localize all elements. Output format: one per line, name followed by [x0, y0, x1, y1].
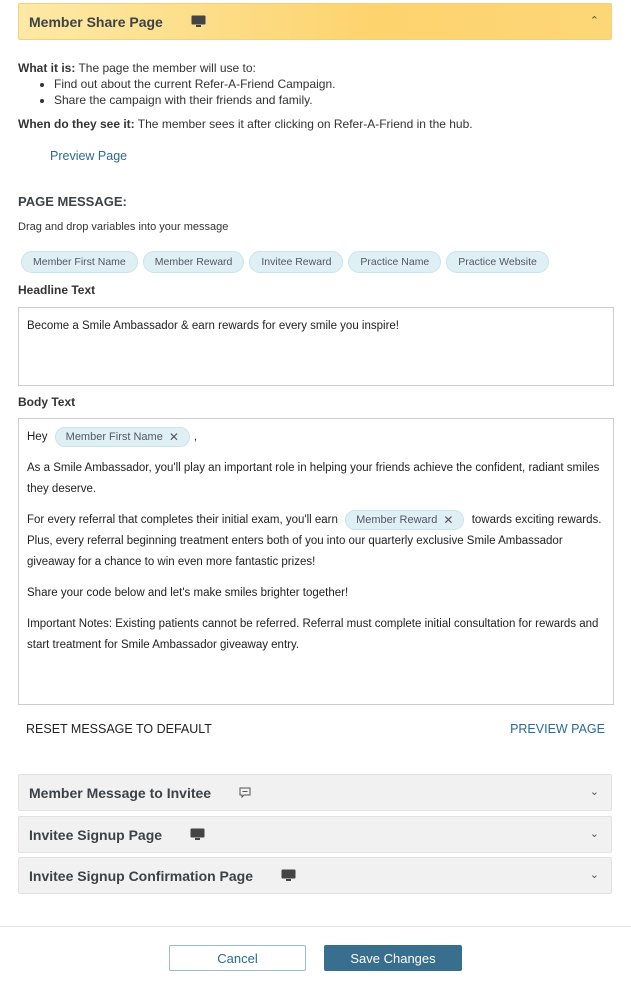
accordion-member-share-page[interactable]: [18, 3, 612, 40]
body-text: towards exciting rewards. Plus, every referral beginning treatment enters both of you into our quarterly exclusive Smile Ambassador giveaway for a chance to win even more fantastic prizes!: [27, 514, 602, 569]
close-icon[interactable]: ✕: [443, 512, 454, 527]
close-icon[interactable]: ✕: [168, 429, 179, 444]
page-message-heading: PAGE MESSAGE:: [18, 194, 127, 209]
chevron-down-icon[interactable]: ⌄: [589, 869, 599, 881]
cancel-button[interactable]: Cancel: [169, 945, 306, 971]
when-label: When do they see it:: [18, 117, 135, 131]
inline-variable-chip[interactable]: [345, 510, 464, 530]
when-see-it: [18, 117, 473, 131]
chevron-down-icon[interactable]: ⌄: [589, 786, 599, 798]
monitor-icon: [191, 15, 206, 28]
footer-divider: [0, 926, 631, 927]
accordion-title: Invitee Signup Confirmation Page: [29, 867, 254, 884]
accordion-invitee-signup[interactable]: [18, 816, 612, 853]
headline-input[interactable]: Become a Smile Ambassador & earn rewards for every smile you inspire!: [18, 307, 614, 386]
drag-hint: Drag and drop variables into your message: [18, 221, 229, 233]
variable-chip[interactable]: Invitee Reward: [249, 251, 343, 273]
body-paragraph: [27, 510, 605, 573]
accordion-title: Invitee Signup Page: [29, 826, 163, 843]
preview-page-button[interactable]: PREVIEW PAGE: [510, 722, 605, 736]
bullet: • Find out about the current Refer-A-Friend Campaign.: [54, 76, 335, 92]
accordion-invitee-confirmation[interactable]: [18, 857, 612, 894]
monitor-icon: [281, 869, 296, 882]
what-label: What it is:: [18, 61, 76, 75]
what-it-is: [18, 60, 335, 108]
save-changes-button[interactable]: Save Changes: [324, 945, 462, 971]
variable-chip[interactable]: Member Reward: [143, 251, 245, 273]
reset-message-button[interactable]: RESET MESSAGE TO DEFAULT: [26, 722, 212, 736]
variable-chip[interactable]: Member First Name: [21, 251, 138, 273]
body-paragraph: Important Notes: Existing patients cannot be referred. Referral must complete initial consultation for rewards and start treatment for Smile Ambassador giveaway entry.: [27, 618, 599, 652]
variable-chip[interactable]: Practice Website: [446, 251, 549, 273]
when-text: The member sees it after clicking on Refer-A-Friend in the hub.: [134, 117, 473, 131]
body-label: Body Text: [18, 395, 76, 409]
what-text: The page the member will use to:: [75, 61, 256, 75]
chevron-down-icon[interactable]: ⌄: [589, 828, 599, 840]
body-input[interactable]: [18, 418, 614, 705]
headline-label: Headline Text: [18, 283, 96, 297]
variable-chips: [21, 251, 549, 273]
chip-label: Member First Name: [65, 430, 163, 443]
accordion-title: Member Message to Invitee: [29, 784, 212, 801]
inline-variable-chip[interactable]: [55, 427, 190, 447]
body-paragraph: As a Smile Ambassador, you'll play an important role in helping your friends achieve the confident, radiant smiles they deserve.: [27, 462, 600, 496]
chevron-up-icon[interactable]: ⌃: [589, 15, 599, 27]
bullet: • Share the campaign with their friends and family.: [54, 92, 335, 108]
accordion-title: Member Share Page: [29, 13, 163, 30]
body-text: ,: [193, 431, 198, 444]
accordion-member-message[interactable]: [18, 774, 612, 811]
chip-label: Member Reward: [356, 513, 438, 526]
monitor-icon: [190, 828, 205, 841]
chat-icon: [239, 787, 251, 799]
body-text: Hey: [27, 431, 48, 444]
preview-page-link[interactable]: Preview Page: [50, 149, 128, 163]
body-text: For every referral that completes their initial exam, you'll earn: [27, 514, 338, 527]
body-paragraph: Share your code below and let's make smiles brighter together!: [27, 587, 349, 600]
variable-chip[interactable]: Practice Name: [348, 251, 441, 273]
